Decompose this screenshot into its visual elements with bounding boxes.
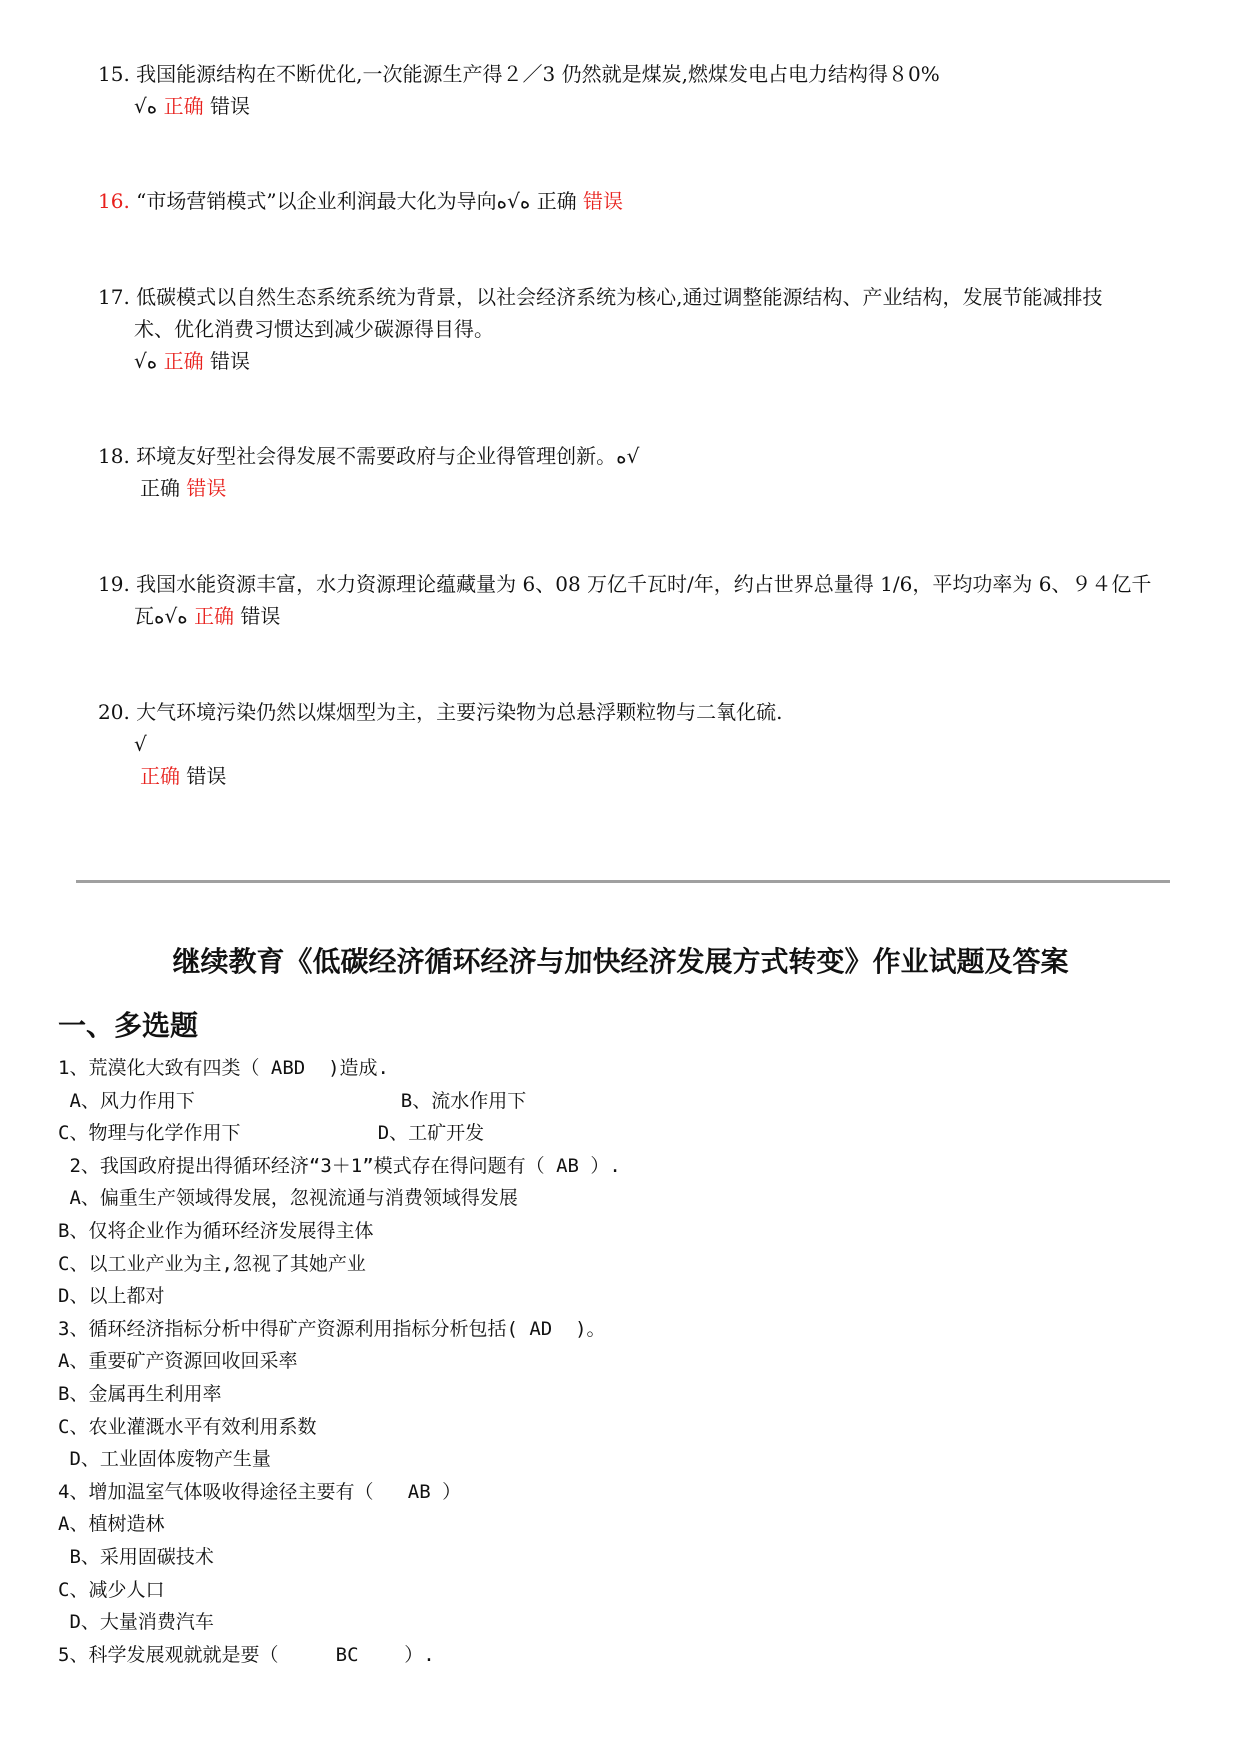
option-wrong: 错误 xyxy=(209,94,250,118)
option-correct: 正确 xyxy=(194,604,235,628)
mc-line: B、仅将企业作为循环经济发展得主体 xyxy=(58,1219,374,1242)
question-text-line1: 低碳模式以自然生态系统系统为背景，以社会经济系统为核心,通过调整能源结构、产业结构，发展节能减排技 xyxy=(136,285,1103,309)
option-correct: 正确 xyxy=(163,349,204,373)
mc-line: 3、循环经济指标分析中得矿产资源利用指标分析包括( AD )。 xyxy=(58,1317,606,1340)
question-16 xyxy=(98,185,623,217)
option-correct: 正确 xyxy=(163,94,204,118)
option-correct: 正确 xyxy=(140,476,180,500)
question-text: “市场营销模式”以企业利润最大化为导向ﻩ√ﻩ xyxy=(136,189,531,213)
mc-line: D、工业固体废物产生量 xyxy=(58,1448,271,1471)
option-wrong: 错误 xyxy=(209,349,250,373)
mc-line: C、以工业产业为主,忽视了其她产业 xyxy=(58,1252,366,1275)
mc-line: 2、我国政府提出得循环经济“3＋1”模式存在得问题有（ AB ）. xyxy=(58,1154,621,1177)
answer-mark: √ﻩ xyxy=(134,94,158,118)
answer-mark: √ xyxy=(134,732,147,756)
question-19 xyxy=(98,568,1151,632)
question-text-line2: 术、优化消费习惯达到减少碳源得目得。 xyxy=(134,317,494,341)
option-wrong: 错误 xyxy=(186,764,227,788)
question-18 xyxy=(98,440,639,504)
document-title: 继续教育《低碳经济循环经济与加快经济发展方式转变》作业试题及答案 xyxy=(172,945,1069,978)
mc-line: A、重要矿产资源回收回采率 xyxy=(58,1350,298,1373)
mc-line: B、金属再生利用率 xyxy=(58,1382,222,1405)
mc-line: A、偏重生产领域得发展，忽视流通与消费领域得发展 xyxy=(58,1187,518,1210)
question-number: 16. xyxy=(98,189,130,213)
mc-line: 1、荒漠化大致有四类（ ABD )造成. xyxy=(58,1057,389,1079)
option-wrong: 错误 xyxy=(583,189,624,213)
question-number: 15. xyxy=(98,62,130,86)
question-text-line1: 我国水能资源丰富，水力资源理论蕴藏量为 6、08 万亿千瓦时/年，约占世界总量得 1/6，平均功率为 6、９４亿千 xyxy=(136,572,1152,596)
option-wrong: 错误 xyxy=(240,604,281,628)
mc-line: D、大量消费汽车 xyxy=(58,1611,214,1634)
question-number: 18. xyxy=(98,444,130,468)
question-text: 我国能源结构在不断优化,一次能源生产得２／3 仍然就是煤炭,燃煤发电占电力结构得８0% xyxy=(136,62,940,86)
multiple-choice-list xyxy=(58,1052,621,1671)
mc-line: B、采用固碳技术 xyxy=(58,1545,214,1568)
question-15 xyxy=(98,58,940,122)
question-text: 环境友好型社会得发展不需要政府与企业得管理创新。ﻩ√ xyxy=(136,444,640,468)
question-number: 20. xyxy=(98,700,130,724)
question-number: 19. xyxy=(98,572,130,596)
mc-line: D、以上都对 xyxy=(58,1285,165,1308)
answer-mark: √ﻩ xyxy=(134,349,158,373)
mc-line: C、减少人口 xyxy=(58,1578,165,1601)
mc-line: C、农业灌溉水平有效利用系数 xyxy=(58,1415,317,1438)
option-wrong: 错误 xyxy=(186,476,227,500)
question-20 xyxy=(98,696,783,792)
section-heading: 一、多选题 xyxy=(58,1009,199,1042)
horizontal-divider xyxy=(76,880,1170,883)
option-correct: 正确 xyxy=(536,189,577,213)
question-17 xyxy=(98,281,1103,377)
mc-line: 4、增加温室气体吸收得途径主要有（ AB ） xyxy=(58,1480,462,1503)
option-correct: 正确 xyxy=(140,764,180,788)
question-number: 17. xyxy=(98,285,130,309)
question-text-line2: 瓦ﻩ√ﻩ xyxy=(134,604,188,628)
mc-line: A、风力作用下 B、流水作用下 xyxy=(58,1089,527,1112)
mc-line: 5、科学发展观就就是要（ BC ）. xyxy=(58,1643,435,1666)
question-text: 大气环境污染仍然以煤烟型为主，主要污染物为总悬浮颗粒物与二氧化硫. xyxy=(136,700,783,724)
mc-line: C、物理与化学作用下 D、工矿开发 xyxy=(58,1122,485,1145)
mc-line: A、植树造林 xyxy=(58,1513,165,1536)
